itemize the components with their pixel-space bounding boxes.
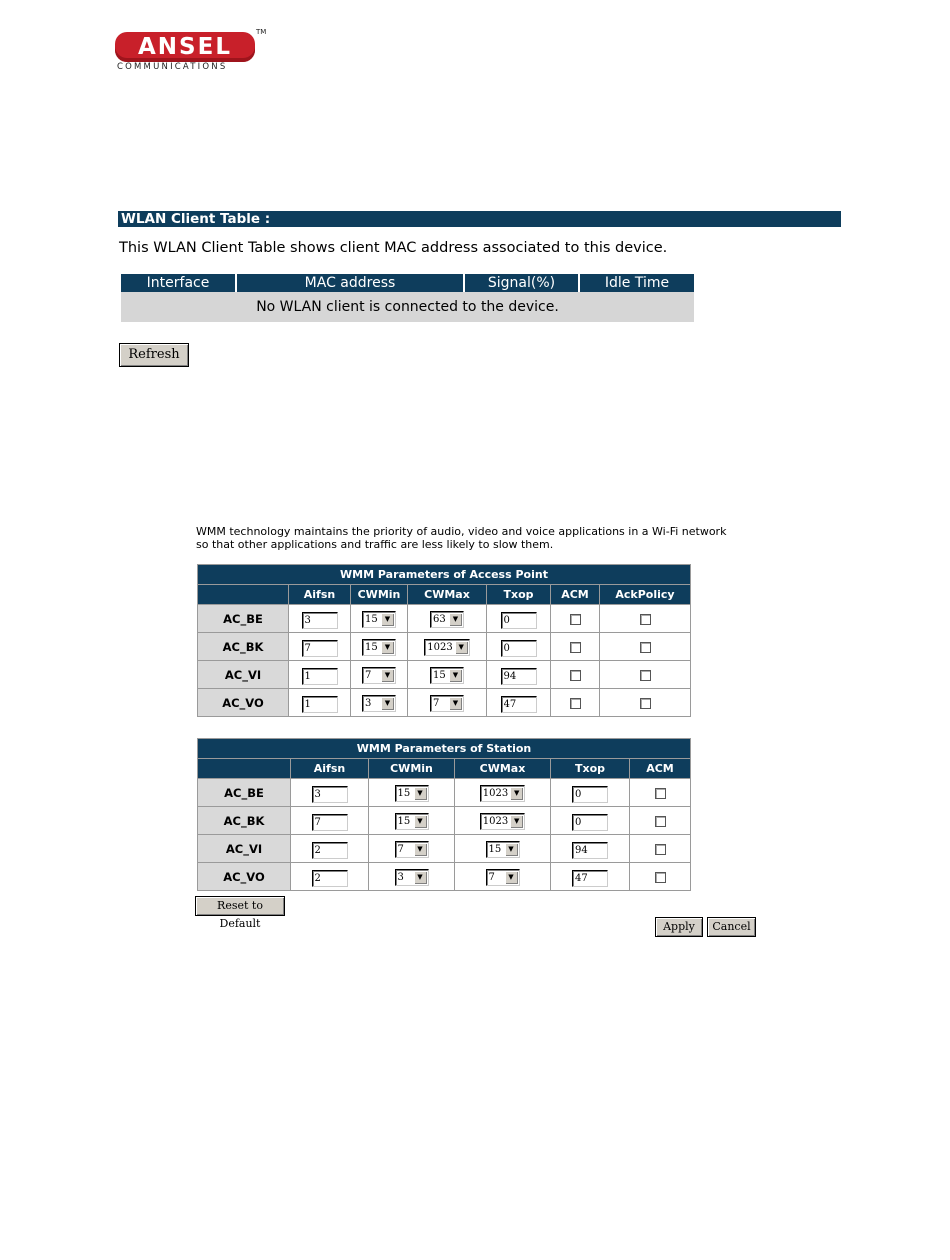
txop-input[interactable] (501, 668, 537, 685)
cwmax-value: 7 (433, 698, 440, 709)
cwmax-select[interactable] (486, 841, 520, 858)
acm-cell (630, 863, 691, 891)
txop-input[interactable] (572, 870, 608, 887)
acm-checkbox[interactable] (655, 788, 666, 799)
chevron-down-icon[interactable]: ▼ (449, 613, 462, 626)
txop-cell (551, 863, 630, 891)
cwmax-select[interactable] (480, 813, 525, 830)
chevron-down-icon[interactable]: ▼ (510, 815, 523, 828)
cwmax-cell (455, 807, 551, 835)
acm-checkbox[interactable] (655, 844, 666, 855)
column-header: Interface (121, 274, 235, 292)
acm-checkbox[interactable] (570, 670, 581, 681)
refresh-button[interactable]: Refresh (119, 343, 189, 367)
cwmax-cell (408, 689, 487, 717)
chevron-down-icon[interactable]: ▼ (505, 871, 518, 884)
chevron-down-icon[interactable]: ▼ (381, 641, 394, 654)
column-header: Aifsn (291, 759, 369, 779)
cwmin-cell (369, 835, 455, 863)
client-table (119, 274, 696, 322)
ackpolicy-cell (600, 633, 691, 661)
aifsn-input[interactable] (312, 870, 348, 887)
cwmin-cell (369, 807, 455, 835)
corner-header (198, 759, 291, 779)
chevron-down-icon[interactable]: ▼ (381, 613, 394, 626)
table-row (198, 835, 691, 863)
acm-cell (630, 807, 691, 835)
chevron-down-icon[interactable]: ▼ (414, 787, 427, 800)
cwmax-cell (408, 661, 487, 689)
section-title: WLAN Client Table : (118, 211, 841, 227)
cwmin-cell (351, 605, 408, 633)
cwmin-value: 3 (397, 872, 404, 883)
cwmax-cell (408, 633, 487, 661)
chevron-down-icon[interactable]: ▼ (381, 697, 394, 710)
cwmax-cell (455, 863, 551, 891)
cwmax-select[interactable] (430, 611, 464, 628)
chevron-down-icon[interactable]: ▼ (381, 669, 394, 682)
ap-table-title: WMM Parameters of Access Point (198, 565, 691, 585)
chevron-down-icon[interactable]: ▼ (505, 843, 518, 856)
cwmin-select[interactable] (395, 869, 429, 886)
cwmax-value: 15 (488, 844, 502, 855)
cwmin-select[interactable] (362, 639, 396, 656)
aifsn-input[interactable] (302, 640, 338, 657)
corner-header (198, 585, 289, 605)
txop-cell (487, 605, 551, 633)
cwmax-value: 1023 (482, 788, 509, 799)
ackpolicy-cell (600, 689, 691, 717)
cwmin-select[interactable] (395, 785, 429, 802)
row-label: AC_BK (198, 633, 289, 661)
station-table-title: WMM Parameters of Station (198, 739, 691, 759)
column-header: Signal(%) (465, 274, 578, 292)
table-row (198, 807, 691, 835)
acm-cell (551, 689, 600, 717)
aifsn-input[interactable] (302, 612, 338, 629)
cwmax-select[interactable] (486, 869, 520, 886)
txop-cell (487, 661, 551, 689)
logo-trademark: TM (256, 28, 267, 36)
column-header: AckPolicy (600, 585, 691, 605)
column-header: CWMin (369, 759, 455, 779)
cwmin-cell (369, 863, 455, 891)
acm-checkbox[interactable] (655, 872, 666, 883)
wmm-ap-table (197, 564, 691, 717)
cwmin-select[interactable] (362, 611, 396, 628)
cwmin-select[interactable] (395, 841, 429, 858)
chevron-down-icon[interactable]: ▼ (510, 787, 523, 800)
txop-input[interactable] (572, 814, 608, 831)
cwmin-value: 3 (365, 698, 372, 709)
cwmax-value: 1023 (427, 642, 453, 653)
cwmax-value: 63 (433, 614, 446, 625)
acm-cell (630, 835, 691, 863)
aifsn-cell (291, 835, 369, 863)
txop-input[interactable] (572, 842, 608, 859)
cwmax-select[interactable] (430, 695, 464, 712)
txop-cell (551, 779, 630, 807)
wmm-description-line: WMM technology maintains the priority of audio, video and voice applications in a Wi-Fi network (196, 525, 727, 538)
aifsn-input[interactable] (302, 696, 338, 713)
acm-cell (551, 661, 600, 689)
row-label: AC_BK (198, 807, 291, 835)
acm-checkbox[interactable] (570, 614, 581, 625)
ackpolicy-checkbox[interactable] (640, 698, 651, 709)
cwmin-select[interactable] (395, 813, 429, 830)
aifsn-cell (291, 863, 369, 891)
cwmax-cell (455, 779, 551, 807)
cwmax-select[interactable] (430, 667, 464, 684)
wmm-description-line: so that other applications and traffic are less likely to slow them. (196, 538, 554, 551)
cwmax-select[interactable] (424, 639, 469, 656)
section-description: This WLAN Client Table shows client MAC address associated to this device. (119, 240, 668, 256)
cancel-button[interactable]: Cancel (707, 917, 756, 937)
chevron-down-icon[interactable]: ▼ (449, 697, 462, 710)
acm-cell (630, 779, 691, 807)
txop-cell (551, 835, 630, 863)
row-label: AC_VI (198, 835, 291, 863)
cwmin-value: 7 (397, 844, 404, 855)
cwmin-select[interactable] (362, 667, 396, 684)
aifsn-input[interactable] (312, 842, 348, 859)
logo-word: ANSEL (138, 34, 232, 60)
txop-input[interactable] (572, 786, 608, 803)
cwmax-cell (455, 835, 551, 863)
table-row (198, 605, 691, 633)
ansel-logo (113, 28, 273, 80)
cwmin-select[interactable] (362, 695, 396, 712)
column-header: CWMax (408, 585, 487, 605)
column-header: Txop (487, 585, 551, 605)
txop-cell (487, 689, 551, 717)
column-header: MAC address (237, 274, 463, 292)
ackpolicy-checkbox[interactable] (640, 670, 651, 681)
empty-message: No WLAN client is connected to the device. (121, 292, 694, 322)
ackpolicy-cell (600, 661, 691, 689)
cwmax-cell (408, 605, 487, 633)
acm-cell (551, 633, 600, 661)
acm-checkbox[interactable] (570, 642, 581, 653)
acm-checkbox[interactable] (570, 698, 581, 709)
txop-input[interactable] (501, 612, 537, 629)
logo-subtitle: COMMUNICATIONS (117, 62, 228, 72)
row-label: AC_VO (198, 689, 289, 717)
cwmax-value: 7 (488, 872, 495, 883)
chevron-down-icon[interactable]: ▼ (455, 641, 468, 654)
column-header: CWMin (351, 585, 408, 605)
chevron-down-icon[interactable]: ▼ (414, 843, 427, 856)
txop-input[interactable] (501, 640, 537, 657)
ackpolicy-cell (600, 605, 691, 633)
row-label: AC_BE (198, 779, 291, 807)
cwmax-value: 1023 (482, 816, 509, 827)
cwmin-value: 15 (365, 614, 378, 625)
aifsn-input[interactable] (302, 668, 338, 685)
column-header: ACM (551, 585, 600, 605)
aifsn-cell (291, 807, 369, 835)
cwmin-value: 15 (397, 788, 411, 799)
chevron-down-icon[interactable]: ▼ (414, 815, 427, 828)
cwmax-value: 15 (433, 670, 446, 681)
chevron-down-icon[interactable]: ▼ (414, 871, 427, 884)
aifsn-cell (291, 779, 369, 807)
ackpolicy-checkbox[interactable] (640, 614, 651, 625)
table-row (198, 779, 691, 807)
table-row (198, 689, 691, 717)
aifsn-cell (289, 661, 351, 689)
column-header: Aifsn (289, 585, 351, 605)
cwmin-cell (369, 779, 455, 807)
row-label: AC_BE (198, 605, 289, 633)
reset-to-default-button[interactable]: Reset to Default (195, 896, 285, 916)
wmm-station-table (197, 738, 691, 891)
wmm-description (196, 525, 756, 551)
cwmin-value: 15 (365, 642, 378, 653)
aifsn-input[interactable] (312, 786, 348, 803)
cwmax-select[interactable] (480, 785, 525, 802)
column-header: ACM (630, 759, 691, 779)
aifsn-cell (289, 633, 351, 661)
column-header: Txop (551, 759, 630, 779)
table-row (198, 633, 691, 661)
chevron-down-icon[interactable]: ▼ (449, 669, 462, 682)
cwmin-value: 15 (397, 816, 411, 827)
aifsn-cell (289, 605, 351, 633)
txop-cell (551, 807, 630, 835)
txop-cell (487, 633, 551, 661)
column-header: CWMax (455, 759, 551, 779)
cwmin-cell (351, 689, 408, 717)
cwmin-cell (351, 661, 408, 689)
aifsn-input[interactable] (312, 814, 348, 831)
column-header: Idle Time (580, 274, 694, 292)
row-label: AC_VO (198, 863, 291, 891)
aifsn-cell (289, 689, 351, 717)
acm-checkbox[interactable] (655, 816, 666, 827)
ackpolicy-checkbox[interactable] (640, 642, 651, 653)
cwmin-cell (351, 633, 408, 661)
row-label: AC_VI (198, 661, 289, 689)
txop-input[interactable] (501, 696, 537, 713)
apply-button[interactable]: Apply (655, 917, 703, 937)
table-row (198, 863, 691, 891)
cwmin-value: 7 (365, 670, 372, 681)
acm-cell (551, 605, 600, 633)
table-row (198, 661, 691, 689)
